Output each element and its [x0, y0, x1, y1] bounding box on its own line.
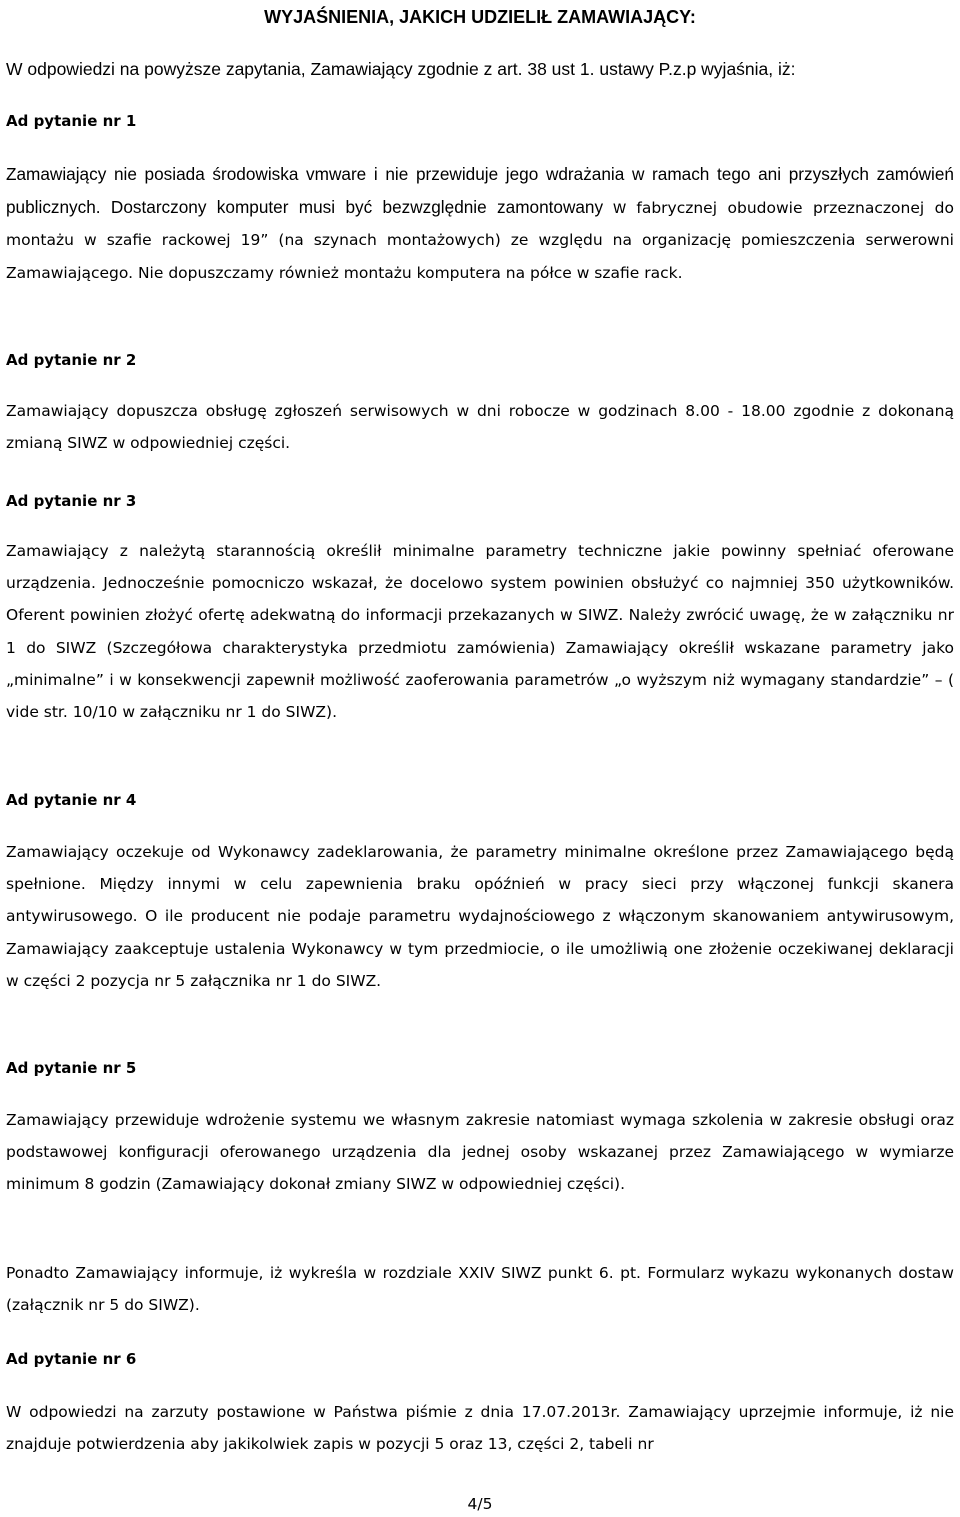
section-6-paragraph: W odpowiedzi na zarzuty postawione w Państwa piśmie z dnia 17.07.2013r. Zamawiający uprzejmie informuje, iż nie znajduje potwierdzenia aby jakikolwiek zapis w pozycji 5 oraz 13, części 2, tabeli nr: [6, 1403, 954, 1454]
document-title: WYJAŚNIENIA, JAKICH UDZIELIŁ ZAMAWIAJĄCY:: [264, 7, 696, 27]
section-4-heading: Ad pytanie nr 4: [6, 791, 137, 809]
section-2-heading: Ad pytanie nr 2: [6, 351, 137, 369]
section-2-paragraph: Zamawiający dopuszcza obsługę zgłoszeń serwisowych w dni robocze w godzinach 8.00 - 18.00 zgodnie z dokonaną zmianą SIWZ w odpowiedniej części.: [6, 402, 954, 453]
section-5-heading: Ad pytanie nr 5: [6, 1059, 137, 1077]
section-3-heading: Ad pytanie nr 3: [6, 492, 137, 510]
section-1-heading: Ad pytanie nr 1: [6, 112, 137, 130]
section-3-paragraph: Zamawiający z należytą starannością określił minimalne parametry techniczne jakie powinny spełniać oferowane urządzenia. Jednocześnie pomocniczo wskazał, że docelowo system powinien obsłużyć co najmniej 350 użytkowników. Oferent powinien złożyć ofertę adekwatną do informacji przekazanych w SIWZ. Należy zwrócić uwagę, że w załączniku nr 1 do SIWZ (Szczegółowa charakterystyka przedmiotu zamówienia) Zamawiający określił wskazane parametry jako „minimalne” i w konsekwencji zapewnił możliwość zaoferowania parametrów „o wyższym niż wymagany standardzie” – ( vide str. 10/10 w załączniku nr 1 do SIWZ).: [6, 542, 954, 722]
section-5-paragraph: Zamawiający przewiduje wdrożenie systemu we własnym zakresie natomiast wymaga szkolenia w zakresie obsługi oraz podstawowej konfiguracji oferowanego urządzenia dla jednej osoby wskazanej przez Zamawiającego w wymiarze minimum 8 godzin (Zamawiający dokonał zmiany SIWZ w odpowiedniej części).: [6, 1111, 954, 1194]
intro-text: W odpowiedzi na powyższe zapytania, Zamawiający zgodnie z art. 38 ust 1. ustawy P.z.p wyjaśnia, iż:: [6, 59, 796, 79]
section-5-paragraph-2: Ponadto Zamawiający informuje, iż wykreśla w rozdziale XXIV SIWZ punkt 6. pt. Formularz wykazu wykonanych dostaw (załącznik nr 5 do SIWZ).: [6, 1264, 954, 1315]
section-1-paragraph-part1: Zamawiający nie posiada środowiska vmware i nie przewiduje jego wdrażania w ramach tego ani przyszłych zamówień publicznych. Dostarczony komputer musi być bezwzględnie zamontowany w: [6, 164, 954, 218]
section-6-heading: Ad pytanie nr 6: [6, 1350, 137, 1368]
section-1-paragraph-part2: fabrycznej obudowie przeznaczonej do montażu w szafie rackowej 19” (na szynach montażowych) ze względu na organizację pomieszczenia serwerowni Zamawiającego. Nie dopuszczamy również montażu komputera na półce w szafie rack.: [6, 199, 954, 282]
section-1-paragraph: [6, 158, 954, 289]
section-4-paragraph: Zamawiający oczekuje od Wykonawcy zadeklarowania, że parametry minimalne określone przez Zamawiającego będą spełnione. Między innymi w celu zapewnienia braku opóźnień w pracy sieci przy włączonej funkcji skanera antywirusowego. O ile producent nie podaje parametru wydajnościowego z włączonym skanowaniem antywirusowym, Zamawiający zaakceptuje ustalenia Wykonawcy w tym przedmiocie, o ile umożliwią one złożenie oczekiwanej deklaracji w części 2 pozycja nr 5 załącznika nr 1 do SIWZ.: [6, 843, 954, 990]
page-number: 4/5: [467, 1495, 493, 1513]
